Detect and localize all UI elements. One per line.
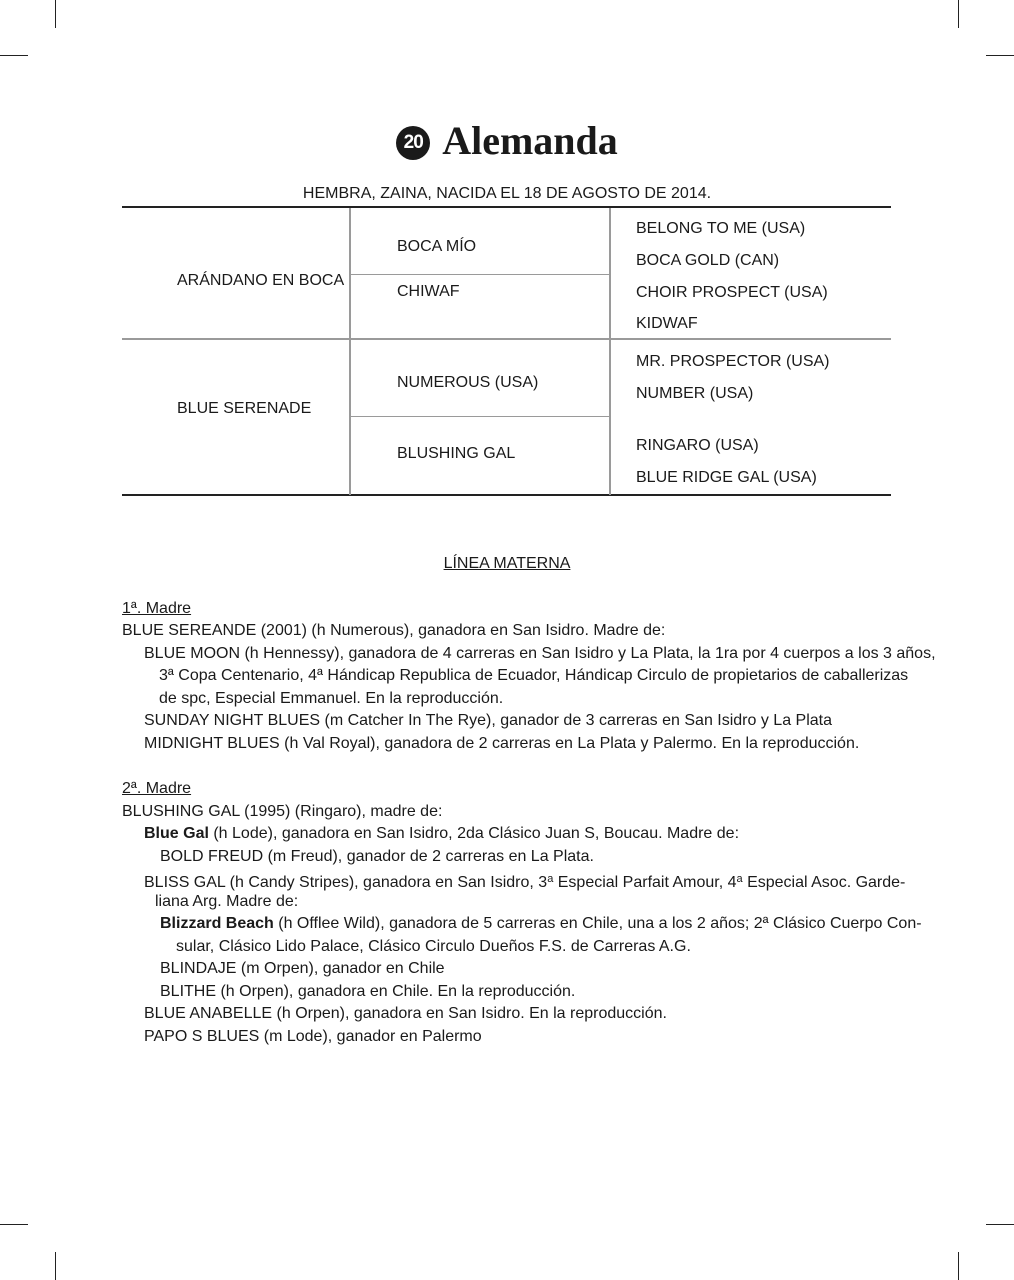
- crop-mark: [986, 1224, 1014, 1225]
- maternal-line-title: LÍNEA MATERNA: [443, 555, 571, 572]
- pedigree-sire-dam: CHIWAF: [397, 283, 460, 300]
- offspring-name: Blue Gal: [144, 825, 209, 842]
- first-dam-intro: BLUE SEREANDE (2001) (h Numerous), ganadora en San Isidro. Madre de:: [122, 622, 666, 639]
- table-divider: [349, 208, 351, 495]
- pedigree-g3: MR. PROSPECTOR (USA): [636, 353, 830, 370]
- list-item: PAPO S BLUES (m Lode), ganador en Palermo: [144, 1028, 482, 1045]
- list-item: BLUE ANABELLE (h Orpen), ganadora en San Isidro. En la reproducción.: [144, 1005, 667, 1022]
- second-dam-heading: 2ª. Madre: [122, 780, 192, 797]
- list-item: 3ª Copa Centenario, 4ª Hándicap Republica de Ecuador, Hándicap Circulo de propietarios de caballerizas: [159, 667, 909, 684]
- list-item: BOLD FREUD (m Freud), ganador de 2 carreras en La Plata.: [160, 848, 594, 865]
- second-dam-intro: BLUSHING GAL (1995) (Ringaro), madre de:: [122, 803, 443, 820]
- offspring-name: Blizzard Beach: [160, 915, 274, 932]
- page-title: [0, 116, 1014, 166]
- list-item: BLITHE (h Orpen), ganadora en Chile. En la reproducción.: [160, 983, 576, 1000]
- pedigree-g3: KIDWAF: [636, 315, 698, 332]
- table-divider: [122, 338, 891, 340]
- table-divider: [349, 416, 610, 417]
- pedigree-g3: RINGARO (USA): [636, 437, 759, 454]
- pedigree-dam-sire: NUMEROUS (USA): [397, 374, 539, 391]
- table-divider: [349, 274, 610, 275]
- list-item: BLUE MOON (h Hennessy), ganadora de 4 carreras en San Isidro y La Plata, la 1ra por 4 cuerpos a los 3 años,: [144, 645, 936, 662]
- pedigree-dam: BLUE SERENADE: [177, 400, 312, 417]
- crop-mark: [958, 0, 959, 28]
- crop-mark: [55, 1252, 56, 1280]
- table-divider: [609, 208, 611, 495]
- pedigree-g3: BELONG TO ME (USA): [636, 220, 806, 237]
- pedigree-g3: NUMBER (USA): [636, 385, 754, 402]
- list-item: SUNDAY NIGHT BLUES (m Catcher In The Rye), ganador de 3 carreras en San Isidro y La Plata: [144, 712, 833, 729]
- table-bottom-rule: [122, 494, 891, 496]
- list-item: de spc, Especial Emmanuel. En la reproducción.: [159, 690, 504, 707]
- lot-number-badge: 20: [396, 126, 430, 160]
- horse-name: Alemanda: [442, 118, 618, 163]
- crop-mark: [0, 1224, 28, 1225]
- list-item: sular, Clásico Lido Palace, Clásico Circulo Dueños F.S. de Carreras A.G.: [176, 938, 691, 955]
- list-item: Blue Gal (h Lode), ganadora en San Isidro, 2da Clásico Juan S, Boucau. Madre de:: [144, 825, 740, 842]
- pedigree-sire: ARÁNDANO EN BOCA: [177, 272, 345, 289]
- crop-mark: [958, 1252, 959, 1280]
- pedigree-dam-dam: BLUSHING GAL: [397, 445, 516, 462]
- pedigree-g3: BOCA GOLD (CAN): [636, 252, 780, 269]
- pedigree-g3: BLUE RIDGE GAL (USA): [636, 469, 817, 486]
- list-item: Blizzard Beach (h Offlee Wild), ganadora de 5 carreras en Chile, una a los 2 años; 2ª Clásico Cuerpo Con-: [160, 915, 922, 932]
- pedigree-g3: CHOIR PROSPECT (USA): [636, 284, 828, 301]
- table-top-rule: [122, 206, 891, 208]
- crop-mark: [55, 0, 56, 28]
- list-item: liana Arg. Madre de:: [155, 893, 299, 910]
- list-item: MIDNIGHT BLUES (h Val Royal), ganadora de 2 carreras en La Plata y Palermo. En la reproducción.: [144, 735, 860, 752]
- first-dam-heading: 1ª. Madre: [122, 600, 192, 617]
- pedigree-sire-sire: BOCA MÍO: [397, 238, 477, 255]
- list-item: BLINDAJE (m Orpen), ganador en Chile: [160, 960, 445, 977]
- crop-mark: [0, 55, 28, 56]
- horse-description: HEMBRA, ZAINA, NACIDA EL 18 DE AGOSTO DE 2014.: [302, 185, 712, 202]
- list-item: BLISS GAL (h Candy Stripes), ganadora en San Isidro, 3$^a$ Especial Parfait Amour, 4$^a$ Especial Asoc. Garde-: [144, 873, 906, 891]
- crop-mark: [986, 55, 1014, 56]
